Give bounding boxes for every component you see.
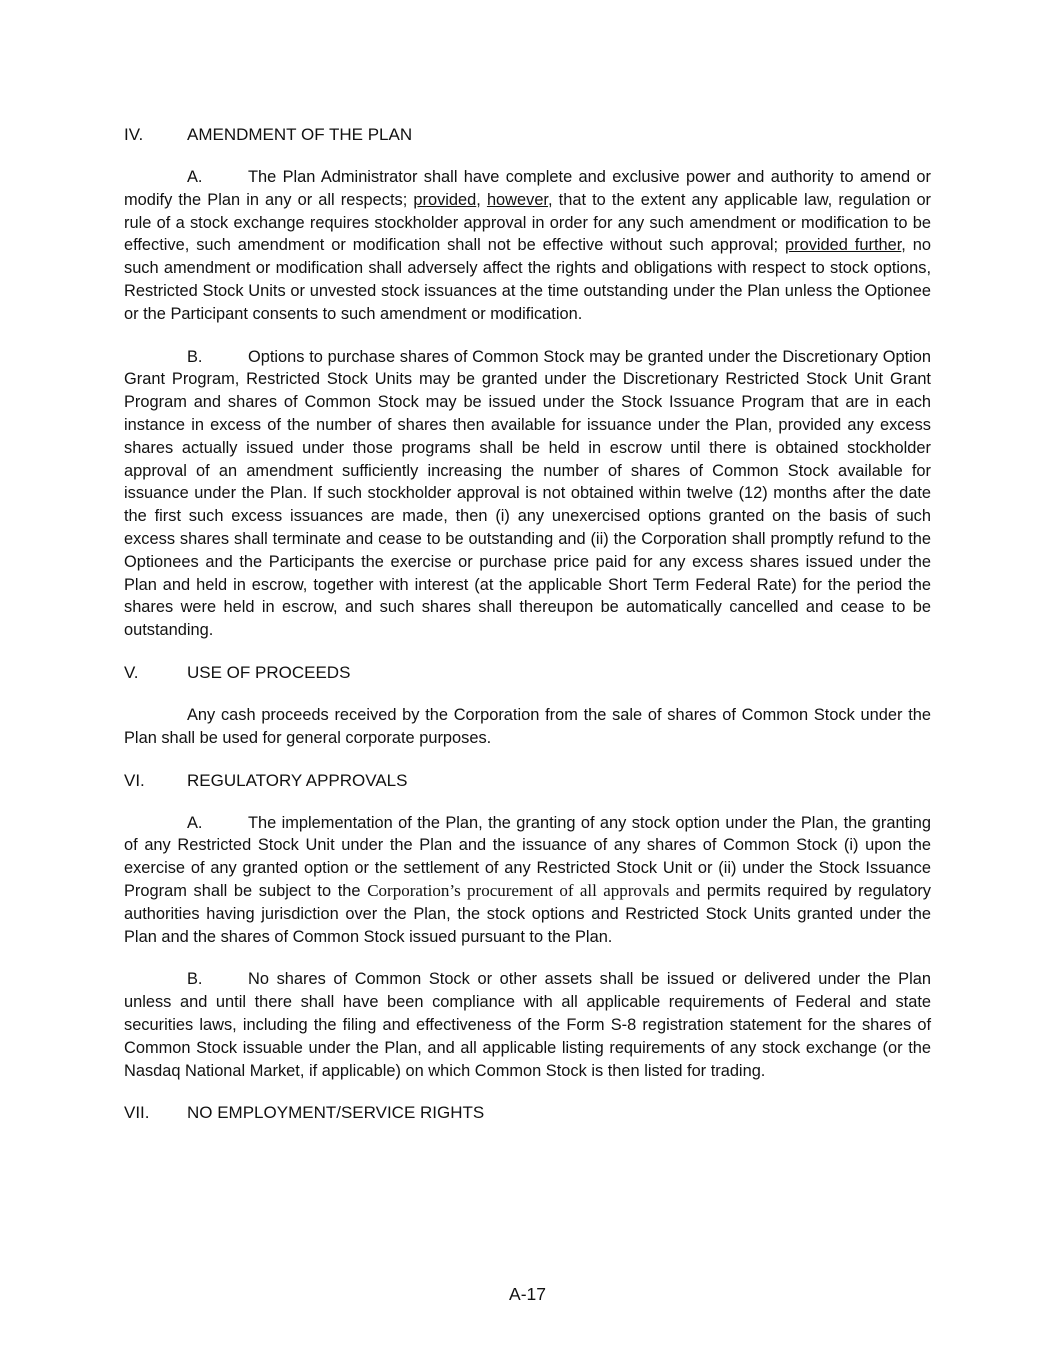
paragraph-v: Any cash proceeds received by the Corporation from the sale of shares of Common Stock under the Plan shall be used for general corporate purposes. — [124, 705, 931, 747]
section-title: USE OF PROCEEDS — [187, 662, 351, 682]
paragraph-label: A. — [187, 168, 203, 186]
section-number: VI. — [124, 770, 145, 790]
paragraph-text: permits required by regulatory authorities having jurisdiction over the Plan, the stock options and Restricted Stock Units granted under the Plan and the shares of Common Stock issued pursuant to the Plan. — [124, 881, 931, 946]
paragraph-text: The Plan Administrator shall have complete and exclusive power and authority to amend or modify the Plan in any or all respects; — [124, 168, 931, 209]
paragraph-vi-b — [124, 968, 931, 1082]
section-heading-vi — [124, 770, 931, 792]
document-page — [124, 124, 931, 1144]
section-number: IV. — [124, 125, 144, 144]
paragraph-iv-a — [124, 166, 931, 326]
section-number: V. — [124, 662, 139, 682]
underlined-term: however — [486, 190, 548, 209]
paragraph-text: , — [476, 190, 487, 209]
section-number: VII. — [124, 1103, 150, 1123]
paragraph-vi-a — [124, 812, 931, 949]
section-title: REGULATORY APPROVALS — [187, 770, 408, 790]
section-heading-iv — [124, 124, 931, 146]
underlined-term: provided — [413, 190, 477, 209]
paragraph-text: The implementation of the Plan, the granting of any stock option under the Plan, the granting of any Restricted Stock Unit under the Plan and the issuance of any shares of Common Stock (i) upon the exercise of any granted option or the settlement of any Restricted Stock Unit or (ii) under the Stock Issuance Program shall be subject to the — [124, 813, 931, 900]
paragraph-text: Options to purchase shares of Common Stock may be granted under the Discretionary Option Grant Program, Restricted Stock Units may be granted under the Discretionary Restricted Stock Unit Grant Program and shares of Common Stock may be issued under the Stock Issuance Program that are in each instance in excess of the number of shares then available for issuance under the Plan, provided any excess shares actually issued under those programs shall be held in escrow until there is obtained stockholder approval of an amendment sufficiently increasing the number of shares of Common Stock available for issuance under the Plan. If such stockholder approval is not obtained within twelve (12) months after the date the first such excess issuances are made, then (i) any unexercised options granted on the basis of such excess shares shall terminate and cease to be outstanding and (ii) the Corporation shall promptly refund to the Optionees and the Participants the exercise or purchase price paid for any excess shares issued under the Plan and held in escrow, together with interest (at the applicable Short Term Federal Rate) for the period the shares were held in escrow, and such shares shall thereupon be automatically cancelled and cease to be outstanding. — [124, 347, 931, 640]
paragraph-iv-b — [124, 346, 931, 642]
paragraph-text: , that to the extent any applicable law, regulation or rule of a stock exchange requires stockholder approval in order for any such amendment or modification to be effective, such amendment or modification shall not be effective without such approval; — [124, 190, 932, 255]
underlined-term: provided further — [785, 236, 902, 255]
paragraph-text-serif: Corporation’s procurement of all approvals and — [367, 880, 701, 900]
paragraph-text: No shares of Common Stock or other assets shall be issued or delivered under the Plan unless and until there shall have been compliance with all applicable requirements of Federal and state securities laws, including the filing and effectiveness of the Form S-8 registration statement for the shares of Common Stock issuable under the Plan, and all applicable listing requirements of any stock exchange (or the Nasdaq National Market, if applicable) on which Common Stock is then listed for trading. — [124, 970, 931, 1080]
paragraph-label: B. — [187, 970, 203, 989]
paragraph-text: , no such amendment or modification shall adversely affect the rights and obligations with respect to stock options, Restricted Stock Units or unvested stock issuances at the time outstanding under the Plan unless the Optionee or the Participant consents to such amendment or modification. — [124, 236, 931, 323]
page-number: A-17 — [509, 1284, 546, 1304]
section-heading-v — [124, 662, 931, 684]
section-title: NO EMPLOYMENT/SERVICE RIGHTS — [187, 1103, 485, 1123]
section-heading-vii — [124, 1102, 931, 1124]
paragraph-label: B. — [187, 347, 203, 366]
paragraph-label: A. — [187, 813, 203, 832]
section-title: AMENDMENT OF THE PLAN — [187, 125, 413, 144]
